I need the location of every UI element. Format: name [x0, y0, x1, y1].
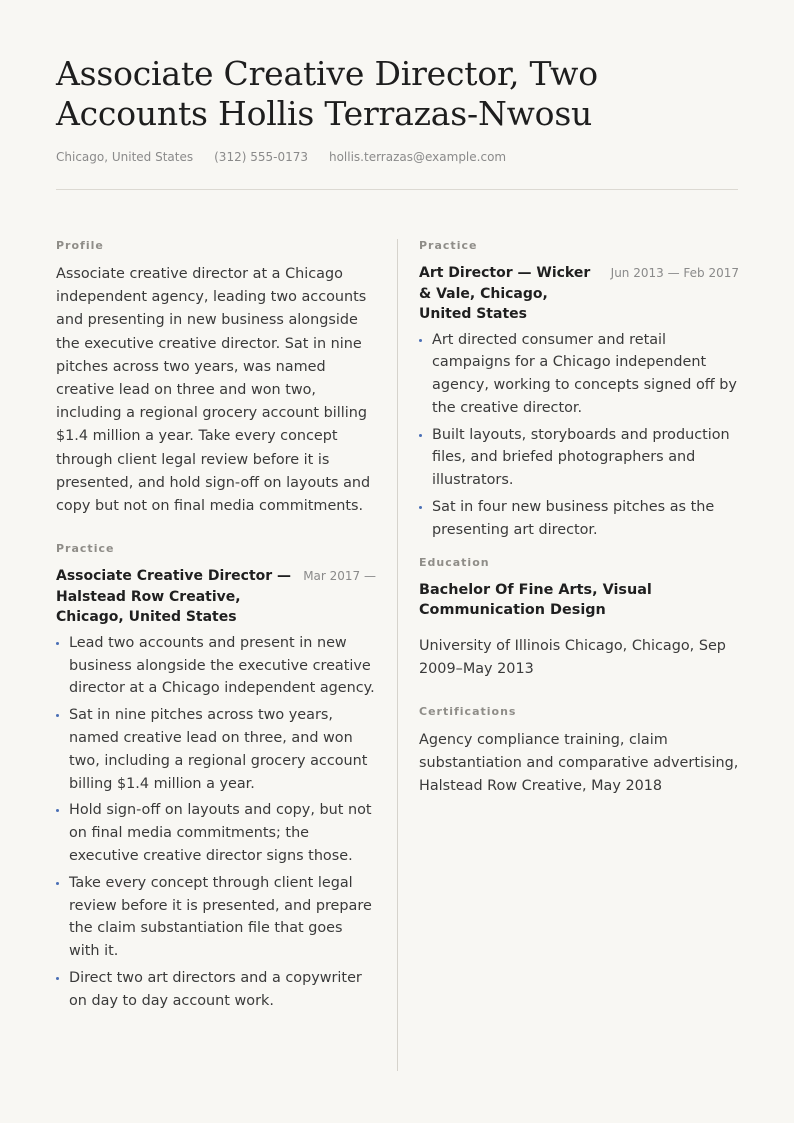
- list-item: Hold sign-off on layouts and copy, but not on final media commitments; the executive creative director signs those.: [56, 799, 376, 867]
- practice-section-left: [56, 542, 376, 1012]
- right-column: [419, 239, 739, 799]
- list-item: Sat in four new business pitches as the presenting art director.: [419, 496, 739, 542]
- job-bullets: [56, 632, 376, 1013]
- job-header: [419, 263, 739, 325]
- list-item: Built layouts, storyboards and production files, and briefed photographers and illustrators.: [419, 424, 739, 492]
- practice-section-right: [419, 239, 739, 542]
- job-title: Associate Creative Director — Halstead Row Creative, Chicago, United States: [56, 568, 292, 626]
- education-school: University of Illinois Chicago, Chicago, Sep 2009–May 2013: [419, 637, 726, 677]
- left-column: [56, 239, 376, 1016]
- header-divider: [56, 189, 738, 190]
- contact-line: [56, 150, 738, 164]
- certifications-section: [419, 705, 739, 799]
- practice-heading: Practice: [56, 542, 115, 556]
- job-date: Mar 2017 —: [303, 569, 376, 584]
- location-text: Chicago, United States: [56, 150, 194, 164]
- certifications-heading: Certifications: [419, 705, 517, 719]
- list-item: Take every concept through client legal review before it is presented, and prepare the claim substantiation file that goes with it.: [56, 872, 376, 963]
- column-divider: [397, 239, 398, 1071]
- list-item: Art directed consumer and retail campaigns for a Chicago independent agency, working to concepts signed off by the creative director.: [419, 329, 739, 420]
- education-heading: Education: [419, 555, 490, 569]
- education-section: [419, 556, 739, 681]
- job-date: Jun 2013 — Feb 2017: [610, 266, 739, 280]
- practice-heading: Practice: [419, 239, 478, 252]
- profile-heading: Profile: [56, 239, 104, 252]
- profile-text: Associate creative director at a Chicago independent agency, leading two accounts and presenting in new business alongside the executive creative director. Sat in nine pitches across two years, was named creative lead on three and won two, including a regional grocery account billing $1.4 million a year. Take every concept through client legal review before it is presented, and hold sign-off on layouts and copy but not on final media commitments.: [56, 266, 371, 515]
- resume-header: [56, 54, 738, 164]
- phone-text: (312) 555-0173: [214, 150, 308, 164]
- certifications-text: Agency compliance training, claim substantiation and comparative advertising, Halstead Row Creative, May 2018: [419, 732, 739, 795]
- job-title: Art Director — Wicker & Vale, Chicago, United States: [419, 265, 591, 322]
- job-header: [56, 566, 376, 628]
- email-text: hollis.terrazas@example.com: [328, 150, 507, 164]
- page-title: Associate Creative Director, Two Accounts Hollis Terrazas-Nwosu: [56, 54, 598, 133]
- education-degree: Bachelor Of Fine Arts, Visual Communication Design: [419, 581, 652, 619]
- job-bullets: [419, 329, 739, 542]
- list-item: Direct two art directors and a copywriter on day to day account work.: [56, 967, 376, 1013]
- list-item: Lead two accounts and present in new business alongside the executive creative director at a Chicago independent agency.: [56, 632, 376, 700]
- list-item: Sat in nine pitches across two years, named creative lead on three, and won two, including a regional grocery account billing $1.4 million a year.: [56, 704, 376, 795]
- profile-section: [56, 239, 376, 518]
